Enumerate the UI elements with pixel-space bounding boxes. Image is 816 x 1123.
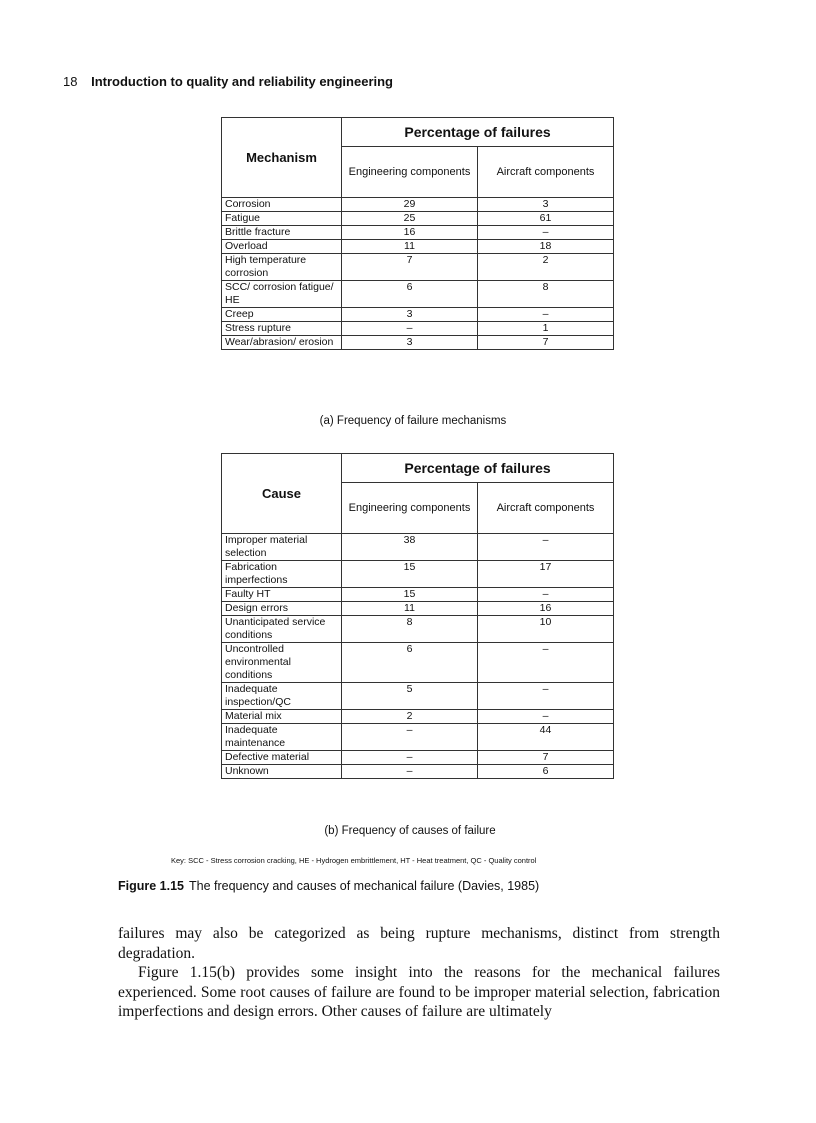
figure-caption (118, 879, 539, 893)
aircraft-value: 44 (478, 724, 614, 751)
aircraft-value: 17 (478, 561, 614, 588)
table-row (222, 765, 614, 779)
paragraph: failures may also be categorized as being rupture mechanisms, distinct from strength degradation. (118, 925, 720, 962)
aircraft-value: 10 (478, 616, 614, 643)
page-number: 18 (63, 74, 78, 89)
table-row (222, 683, 614, 710)
table-row (222, 308, 614, 322)
engineering-column-header: Engineering components (342, 147, 478, 198)
aircraft-value: 6 (478, 765, 614, 779)
aircraft-value: 18 (478, 240, 614, 254)
engineering-value: 6 (342, 643, 478, 683)
aircraft-value: 3 (478, 198, 614, 212)
row-label: Faulty HT (222, 588, 342, 602)
row-label: Creep (222, 308, 342, 322)
row-label: Material mix (222, 710, 342, 724)
row-label: Inadequate inspection/QC (222, 683, 342, 710)
row-label: Defective material (222, 751, 342, 765)
failure-causes-table (221, 453, 614, 779)
body-text (118, 924, 720, 1022)
row-label: Wear/abrasion/ erosion (222, 336, 342, 350)
engineering-value: 3 (342, 308, 478, 322)
mechanism-column-header: Mechanism (222, 118, 342, 198)
table-row (222, 198, 614, 212)
row-label: Inadequate maintenance (222, 724, 342, 751)
engineering-value: – (342, 724, 478, 751)
row-label: Design errors (222, 602, 342, 616)
row-label: Corrosion (222, 198, 342, 212)
engineering-value: 15 (342, 561, 478, 588)
engineering-value: 38 (342, 534, 478, 561)
aircraft-value: – (478, 683, 614, 710)
aircraft-value: 61 (478, 212, 614, 226)
row-label: Fatigue (222, 212, 342, 226)
table-row (222, 281, 614, 308)
aircraft-value: 16 (478, 602, 614, 616)
engineering-value: 7 (342, 254, 478, 281)
table-row (222, 561, 614, 588)
row-label: Overload (222, 240, 342, 254)
abbreviation-key: Key: SCC - Stress corrosion cracking, HE - Hydrogen embrittlement, HT - Heat treatment, QC - Quality control (171, 856, 537, 865)
engineering-value: – (342, 765, 478, 779)
aircraft-value: – (478, 643, 614, 683)
subfigure-caption-a: (a) Frequency of failure mechanisms (319, 415, 507, 427)
row-label: Unanticipated service conditions (222, 616, 342, 643)
engineering-value: 15 (342, 588, 478, 602)
engineering-value: 16 (342, 226, 478, 240)
row-label: Unknown (222, 765, 342, 779)
percentage-group-header: Percentage of failures (342, 118, 614, 147)
table-row (222, 534, 614, 561)
figure-caption-text: The frequency and causes of mechanical failure (Davies, 1985) (189, 879, 540, 893)
engineering-value: 11 (342, 602, 478, 616)
table-row (222, 336, 614, 350)
aircraft-value: – (478, 710, 614, 724)
aircraft-value: 7 (478, 751, 614, 765)
failure-mechanisms-table (221, 117, 614, 350)
row-label: Uncontrolled environmental conditions (222, 643, 342, 683)
engineering-value: 6 (342, 281, 478, 308)
engineering-value: 25 (342, 212, 478, 226)
aircraft-column-header: Aircraft components (478, 147, 614, 198)
aircraft-value: 2 (478, 254, 614, 281)
row-label: High temperature corrosion (222, 254, 342, 281)
engineering-value: 11 (342, 240, 478, 254)
figure-label: Figure 1.15 (118, 879, 184, 893)
paragraph: Figure 1.15(b) provides some insight into the reasons for the mechanical failures experienced. Some root causes of failure are found to be improper material selection, fabrication imperfections and design errors. Other causes of failure are ultimately (118, 964, 720, 1020)
row-label: Improper material selection (222, 534, 342, 561)
row-label: SCC/ corrosion fatigue/ HE (222, 281, 342, 308)
table-row (222, 212, 614, 226)
row-label: Brittle fracture (222, 226, 342, 240)
engineering-value: 3 (342, 336, 478, 350)
aircraft-value: 1 (478, 322, 614, 336)
engineering-value: 5 (342, 683, 478, 710)
engineering-value: – (342, 751, 478, 765)
table-row (222, 602, 614, 616)
table-row (222, 322, 614, 336)
table-row (222, 751, 614, 765)
table-row (222, 240, 614, 254)
engineering-value: 8 (342, 616, 478, 643)
engineering-value: 29 (342, 198, 478, 212)
engineering-value: 2 (342, 710, 478, 724)
aircraft-value: – (478, 588, 614, 602)
aircraft-column-header: Aircraft components (478, 483, 614, 534)
table-row (222, 643, 614, 683)
engineering-value: – (342, 322, 478, 336)
cause-column-header: Cause (222, 454, 342, 534)
subfigure-caption-b: (b) Frequency of causes of failure (324, 825, 496, 837)
aircraft-value: – (478, 308, 614, 322)
table-row (222, 588, 614, 602)
table-row (222, 724, 614, 751)
aircraft-value: 8 (478, 281, 614, 308)
aircraft-value: – (478, 534, 614, 561)
aircraft-value: 7 (478, 336, 614, 350)
running-title: Introduction to quality and reliability engineering (91, 74, 394, 89)
percentage-group-header: Percentage of failures (342, 454, 614, 483)
table-row (222, 254, 614, 281)
aircraft-value: – (478, 226, 614, 240)
engineering-column-header: Engineering components (342, 483, 478, 534)
running-head (63, 74, 393, 89)
row-label: Stress rupture (222, 322, 342, 336)
row-label: Fabrication imperfections (222, 561, 342, 588)
table-row (222, 710, 614, 724)
table-row (222, 226, 614, 240)
table-row (222, 616, 614, 643)
